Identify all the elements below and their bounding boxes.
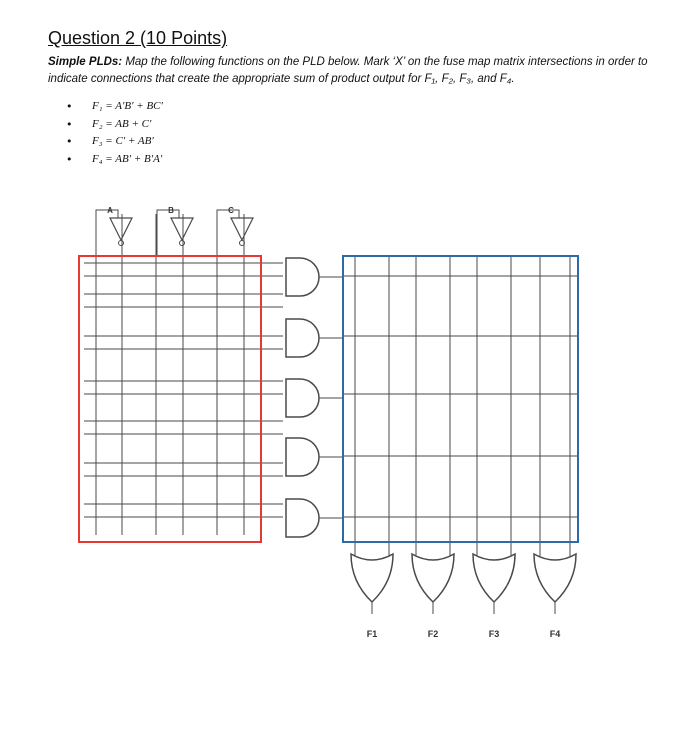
or-gate	[351, 554, 393, 602]
function-item: • F₃ = C′ + AB′	[66, 133, 163, 151]
and-array-grid	[84, 214, 283, 535]
input-wire	[217, 210, 239, 256]
or-gate	[473, 554, 515, 602]
and-gate	[286, 258, 319, 296]
inverter-triangle	[171, 218, 193, 240]
or-gate	[412, 554, 454, 602]
inverter-triangle	[231, 218, 253, 240]
and-gate	[286, 379, 319, 417]
function-item: • F₁ = A′B′ + BC′	[66, 98, 163, 116]
input-wire	[157, 210, 179, 256]
input-label-c: C	[228, 206, 234, 215]
input-wire	[96, 210, 118, 256]
and-gates	[286, 258, 343, 537]
function-item: • F₄ = AB′ + B′A′	[66, 151, 163, 169]
and-gate	[286, 438, 319, 476]
or-array-border	[343, 256, 578, 542]
input-label-a: A	[107, 206, 113, 215]
output-label-f2: F2	[427, 629, 439, 639]
inverter-bubble	[180, 241, 185, 246]
inverter-triangle	[110, 218, 132, 240]
or-array-grid	[343, 256, 578, 565]
or-gate	[534, 554, 576, 602]
and-array-border	[79, 256, 261, 542]
inverter-bubble	[119, 241, 124, 246]
function-item: • F₂ = AB + C′	[66, 116, 163, 134]
and-gate	[286, 319, 319, 357]
input-buffers	[96, 210, 253, 256]
output-label-f3: F3	[488, 629, 500, 639]
instruction-text: Map the following functions on the PLD below. Mark ‘X’ on the fuse map matrix intersections in order to indicate connections that create the appropriate sum of product output for F₁, F₂, F₃, and F₄.	[48, 56, 648, 85]
output-label-f1: F1	[366, 629, 378, 639]
or-gates	[351, 554, 576, 614]
output-label-f4: F4	[549, 629, 561, 639]
and-gate	[286, 499, 319, 537]
input-label-b: B	[168, 206, 174, 215]
question-title: Question 2 (10 Points)	[48, 28, 228, 48]
instruction-lead: Simple PLDs:	[48, 56, 123, 68]
